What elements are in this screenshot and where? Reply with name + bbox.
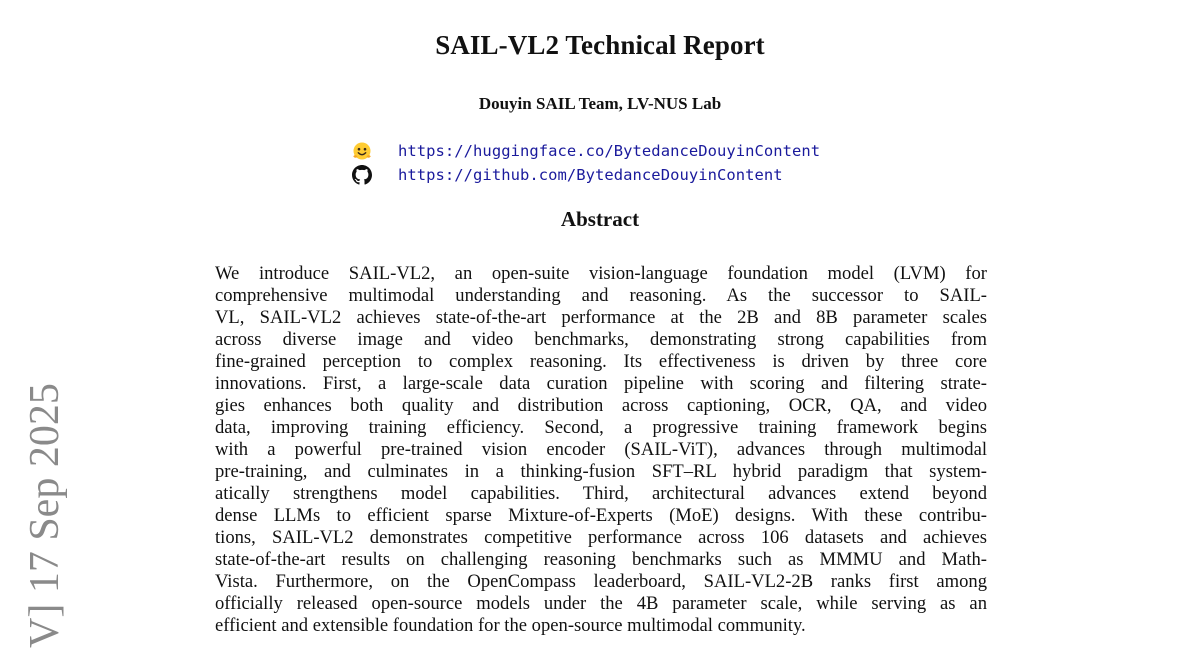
abstract-heading: Abstract (560, 207, 640, 231)
arxiv-side-stamp: V] 17 Sep 2025 (22, 383, 68, 648)
abstract-line: efficient and extensible foundation for the open-source multimodal community. (215, 615, 806, 636)
huggingface-url-link[interactable]: https://huggingface.co/BytedanceDouyinContent (398, 142, 821, 160)
huggingface-link-row (350, 139, 950, 163)
abstract-line: Vista. Furthermore, on the OpenCompass leaderboard, SAIL-VL2-2B ranks first among (215, 571, 987, 592)
resource-links (350, 139, 950, 187)
abstract-line: innovations. First, a large-scale data curation pipeline with scoring and filtering strate- (215, 373, 987, 394)
hugging-face-icon (350, 140, 374, 162)
abstract-line: dense LLMs to efficient sparse Mixture-of-Experts (MoE) designs. With these contribu- (215, 505, 987, 526)
abstract-line: We introduce SAIL-VL2, an open-suite vision-language foundation model (LVM) for (215, 263, 987, 284)
abstract-line: across diverse image and video benchmarks, demonstrating strong capabilities from (215, 329, 987, 350)
paper-authors: Douyin SAIL Team, LV-NUS Lab (478, 94, 722, 113)
github-url-link[interactable]: https://github.com/BytedanceDouyinContent (398, 166, 783, 184)
abstract-line: data, improving training efficiency. Second, a progressive training framework begins (215, 417, 987, 438)
abstract-line: atically strengthens model capabilities. Third, architectural advances extend beyond (215, 483, 987, 504)
abstract-line: VL, SAIL-VL2 achieves state-of-the-art performance at the 2B and 8B parameter scales (215, 307, 987, 328)
abstract-line: state-of-the-art results on challenging reasoning benchmarks such as MMMU and Math- (215, 549, 987, 570)
github-link-row (350, 163, 950, 187)
abstract-line: tions, SAIL-VL2 demonstrates competitive performance across 106 datasets and achieves (215, 527, 987, 548)
paper-title: SAIL-VL2 Technical Report (435, 30, 765, 60)
abstract-line: comprehensive multimodal understanding and reasoning. As the successor to SAIL- (215, 285, 987, 306)
abstract-line: officially released open-source models under the 4B parameter scale, while serving as an (215, 593, 987, 614)
abstract-body (215, 263, 987, 637)
abstract-line: with a powerful pre-trained vision encoder (SAIL-ViT), advances through multimodal (215, 439, 987, 460)
abstract-line: gies enhances both quality and distribution across captioning, OCR, QA, and video (215, 395, 987, 416)
abstract-line: fine-grained perception to complex reasoning. Its effectiveness is driven by three core (215, 351, 987, 372)
abstract-line: pre-training, and culminates in a thinking-fusion SFT–RL hybrid paradigm that system- (215, 461, 987, 482)
github-icon (350, 164, 374, 186)
